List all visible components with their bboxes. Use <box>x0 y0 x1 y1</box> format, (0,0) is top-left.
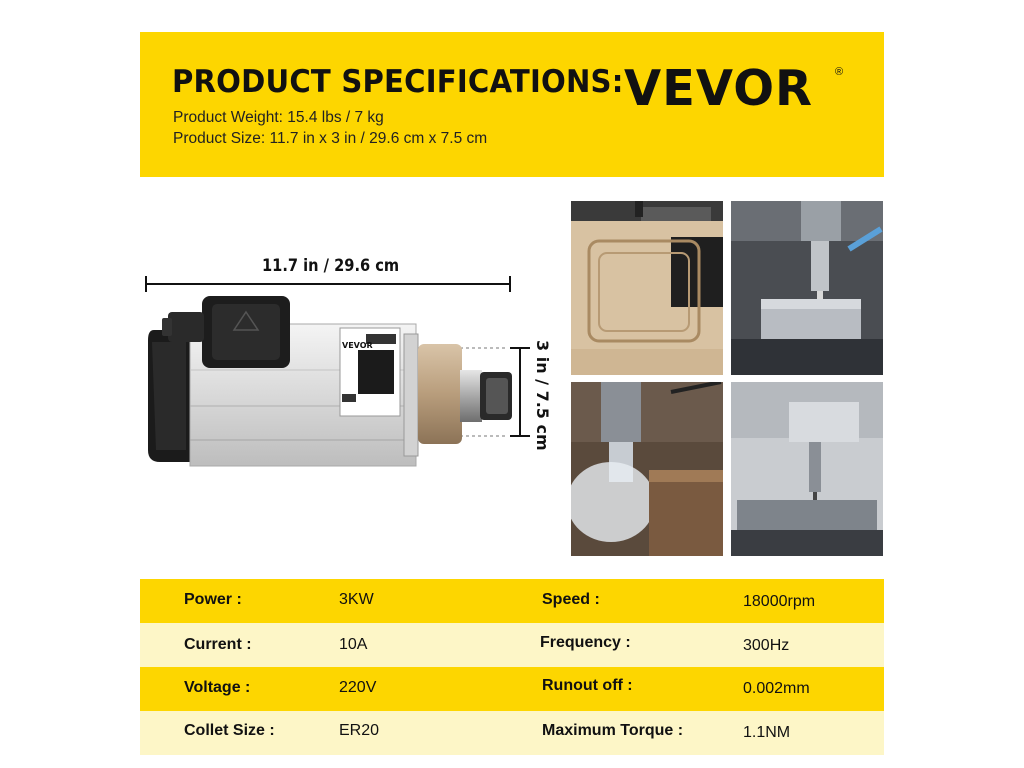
cnc-wood-carving-photo <box>571 201 723 375</box>
milling-coolant-photo <box>571 382 723 556</box>
page-title: PRODUCT SPECIFICATIONS: <box>172 64 624 100</box>
spec-value: 3KW <box>339 591 374 608</box>
spec-label: Current : <box>184 636 252 653</box>
spec-label: Speed : <box>542 591 600 608</box>
spec-row <box>140 711 884 755</box>
registered-mark: ® <box>835 66 844 78</box>
spec-row <box>140 623 884 667</box>
diameter-dimension-label: 3 in / 7.5 cm <box>533 340 552 451</box>
spec-value: ER20 <box>339 722 380 739</box>
spec-label: Collet Size : <box>184 722 275 739</box>
spec-value: 18000rpm <box>743 593 816 610</box>
motor-label-brand: VEVOR <box>342 341 373 350</box>
spec-row <box>140 579 884 623</box>
spec-label: Maximum Torque : <box>542 722 684 739</box>
spec-row <box>140 667 884 711</box>
spec-value: 220V <box>339 679 377 696</box>
spec-label: Voltage : <box>184 679 251 696</box>
product-size-text: Product Size: 11.7 in x 3 in / 29.6 cm x 7.5 cm <box>173 130 488 147</box>
spec-label: Frequency : <box>540 634 631 651</box>
cnc-drilling-photo <box>731 382 883 556</box>
spec-label: Power : <box>184 591 242 608</box>
spec-label: Runout off : <box>542 677 633 694</box>
length-dimension-label: 11.7 in / 29.6 cm <box>262 256 400 276</box>
product-weight-text: Product Weight: 15.4 lbs / 7 kg <box>173 109 384 126</box>
spindle-motor-image <box>146 290 526 470</box>
spec-value: 10A <box>339 636 368 653</box>
vevor-logo: VEVOR <box>624 60 813 117</box>
cnc-metal-milling-photo <box>731 201 883 375</box>
spec-value: 0.002mm <box>743 680 810 697</box>
spec-value: 300Hz <box>743 637 790 654</box>
spec-value: 1.1NM <box>743 724 791 741</box>
